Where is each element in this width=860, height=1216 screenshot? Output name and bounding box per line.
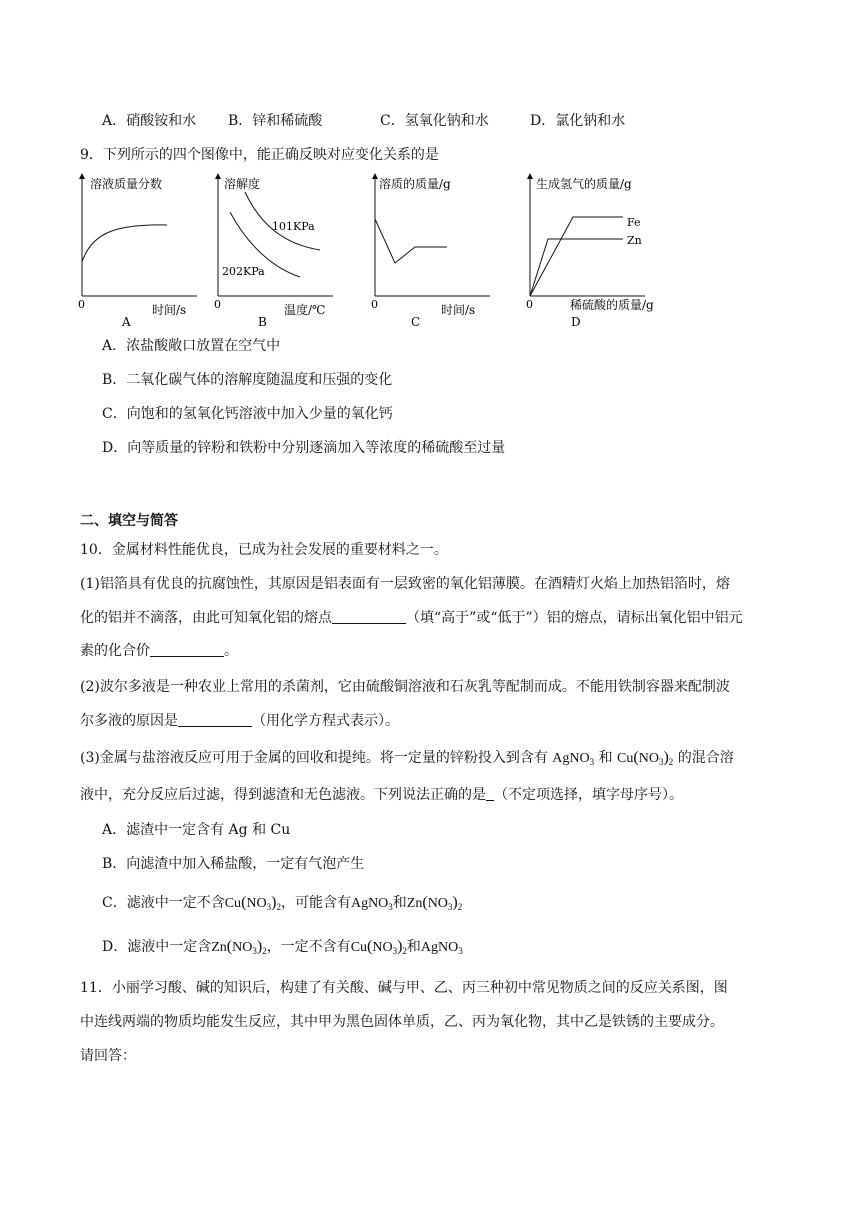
q10-option-b: B．向滤渣中加入稀盐酸，一定有气泡产生	[102, 856, 365, 872]
formula-cu-no3-2: $Cu(NO_3)_2$	[224, 894, 281, 912]
q10-part1-text-b: （填“高于”或“低于”）铝的熔点，请标出氧化铝中铝元	[406, 610, 743, 626]
q10-part1-line2	[80, 608, 743, 628]
q9-option-a: A．浓盐酸敞口放置在空气中	[102, 338, 281, 354]
graph-c	[365, 172, 505, 332]
section-title: 二、填空与简答	[80, 513, 178, 529]
graph-a-ylabel: 溶液质量分数	[90, 177, 163, 191]
q10-part3-line1	[80, 748, 734, 772]
graph-c-origin: 0	[371, 298, 378, 311]
q10-blank-4[interactable]	[486, 786, 494, 801]
q10-option-c-text-b: ，可能含有	[280, 895, 351, 911]
formula-cu-no3-2: $Cu(NO_3)_2$	[350, 938, 407, 956]
graph-d-xlabel: 稀硫酸的质量/g	[570, 298, 654, 312]
graph-a-xlabel: 时间/s	[152, 303, 187, 317]
q10-part3-text-c: 液中，充分反应后过滤，得到滤渣和无色滤液。下列说法正确的是	[80, 787, 486, 803]
formula-agno3: AgNO$_3$	[552, 751, 595, 767]
q10-part1-line1: (1)铝箔具有优良的抗腐蚀性，其原因是铝表面有一层致密的氧化铝薄膜。在酒精灯火焰上加热铝箔时，熔	[80, 576, 730, 592]
q9-option-d: D．向等质量的锌粉和铁粉中分别逐滴加入等浓度的稀硫酸至过量	[102, 440, 506, 456]
graph-b-curve2-label: 202KPa	[222, 265, 265, 278]
q9-option-c: C．向饱和的氢氧化钙溶液中加入少量的氧化钙	[102, 406, 393, 422]
q10-option-d-text-c: 和	[406, 939, 421, 955]
q10-part3-line2	[80, 785, 683, 805]
q10-part2-text-b: （用化学方程式表示）。	[252, 713, 399, 729]
graph-a	[72, 172, 202, 332]
formula-agno3: AgNO$_3$	[420, 940, 463, 956]
graph-b	[208, 172, 348, 332]
graph-d-ylabel: 生成氢气的质量/g	[536, 177, 632, 191]
q11-line3: 请回答：	[80, 1048, 136, 1064]
q8-option-c: C．氢氧化钠和水	[380, 113, 489, 129]
q10-part2-line2	[80, 711, 399, 731]
q10-option-d-text-b: ，一定不含有	[266, 939, 351, 955]
q10-part1-text-d: 。	[224, 643, 238, 659]
q11-line1: 11．小丽学习酸、碱的知识后，构建了有关酸、碱与甲、乙、丙三种初中常见物质之间的反应关系图，图	[80, 980, 728, 996]
formula-cu-no3-2: $Cu(NO_3)_2$	[617, 749, 674, 767]
graph-b-origin: 0	[214, 298, 221, 311]
graph-a-origin: 0	[78, 298, 85, 311]
q10-option-c-text-a: C．滤液中一定不含	[102, 895, 225, 911]
formula-zn-no3-2: $Zn(NO_3)_2$	[406, 894, 463, 912]
graph-d-origin: 0	[526, 298, 533, 311]
q10-option-c-text-c: 和	[392, 895, 407, 911]
graph-d-caption: D	[571, 315, 581, 329]
graph-c-ylabel: 溶质的质量/g	[379, 177, 451, 191]
q10-part1-text-c: 素的化合价	[80, 643, 150, 659]
q10-option-d-text-a: D．滤液中一定含	[102, 939, 212, 955]
q10-part2-text-a: 尔多液的原因是	[80, 713, 178, 729]
q10-part3-text-d: （不定项选择，填字母序号）。	[494, 787, 683, 803]
graph-d-series-zn: Zn	[627, 234, 642, 247]
q10-part3-text-b: 的混合溶	[677, 750, 734, 766]
formula-agno3: AgNO$_3$	[350, 896, 393, 912]
graph-a-caption: A	[122, 315, 131, 329]
q8-option-d: D．氯化钠和水	[530, 113, 626, 129]
q9-option-b: B．二氧化碳气体的溶解度随温度和压强的变化	[102, 372, 393, 388]
q10-blank-2[interactable]	[150, 642, 224, 657]
q8-option-b: B．锌和稀硫酸	[228, 113, 323, 129]
q10-blank-3[interactable]	[178, 712, 252, 727]
q10-part1-line3	[80, 641, 238, 661]
graph-d	[520, 172, 690, 332]
q10-part3-text-a: (3)金属与盐溶液反应可用于金属的回收和提纯。将一定量的锌粉投入到含有	[80, 750, 548, 766]
q8-option-a: A．硝酸铵和水	[102, 113, 197, 129]
graph-c-xlabel: 时间/s	[441, 303, 476, 317]
q9-stem: 9．下列所示的四个图像中，能正确反映对应变化关系的是	[80, 147, 439, 163]
q10-blank-1[interactable]	[332, 609, 406, 624]
graph-b-curve1-label: 101KPa	[272, 220, 315, 233]
q10-part2-line1: (2)波尔多液是一种农业上常用的杀菌剂，它由硫酸铜溶液和石灰乳等配制而成。不能用铁制容器来配制波	[80, 679, 730, 695]
graph-d-series-fe: Fe	[627, 216, 641, 229]
q10-option-d	[102, 937, 463, 961]
graph-c-caption: C	[411, 315, 421, 329]
graph-b-ylabel: 溶解度	[224, 177, 261, 191]
formula-zn-no3-2: $Zn(NO_3)_2$	[211, 938, 267, 956]
q10-part3-text-and: 和	[598, 750, 613, 766]
q10-part1-text-a: 化的铝并不滴落，由此可知氧化铝的熔点	[80, 610, 332, 626]
q10-option-c	[102, 893, 462, 917]
graph-b-xlabel: 温度/℃	[284, 303, 326, 317]
q10-option-a: A．滤渣中一定含有 Ag 和 Cu	[102, 822, 291, 838]
graph-b-caption: B	[258, 315, 267, 329]
q11-line2: 中连线两端的物质均能发生反应，其中甲为黑色固体单质，乙、丙为氧化物，其中乙是铁锈的主要成分。	[80, 1014, 724, 1030]
q10-stem: 10．金属材料性能优良，已成为社会发展的重要材料之一。	[80, 542, 448, 558]
